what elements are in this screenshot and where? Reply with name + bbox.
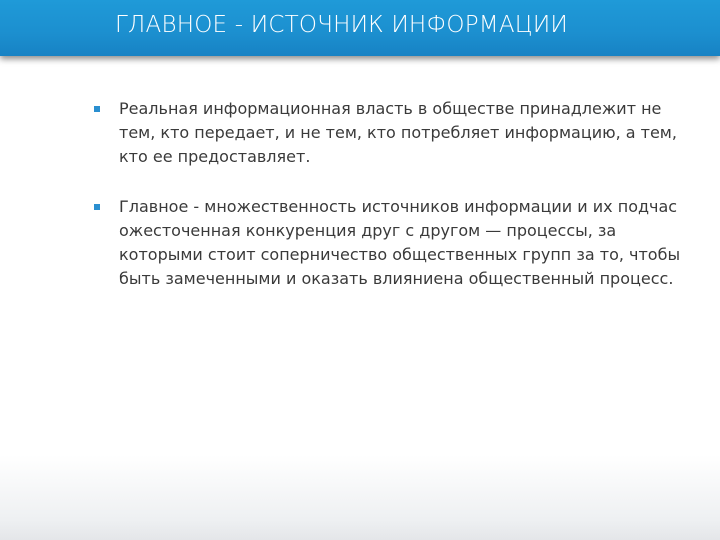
slide-title: ГЛАВНОЕ - ИСТОЧНИК ИНФОРМАЦИИ xyxy=(115,12,568,38)
bullet-text: Реальная информационная власть в обществе принадлежит не тем, кто передает, и не тем, кто потребляет информацию, а тем, кто ее предоставляет. xyxy=(119,99,677,166)
bullet-item xyxy=(92,97,682,169)
title-bar xyxy=(0,0,720,56)
square-bullet-icon xyxy=(94,106,100,112)
bullet-list xyxy=(92,97,682,317)
bullet-text: Главное - множественность источников информации и их подчас ожесточенная конкуренция друг с другом — процессы, за которыми стоит соперничество общественных групп за то, чтобы быть замеченными и оказать влияниена общественный процесс. xyxy=(119,197,681,288)
bullet-item xyxy=(92,195,682,291)
square-bullet-icon xyxy=(94,204,100,210)
